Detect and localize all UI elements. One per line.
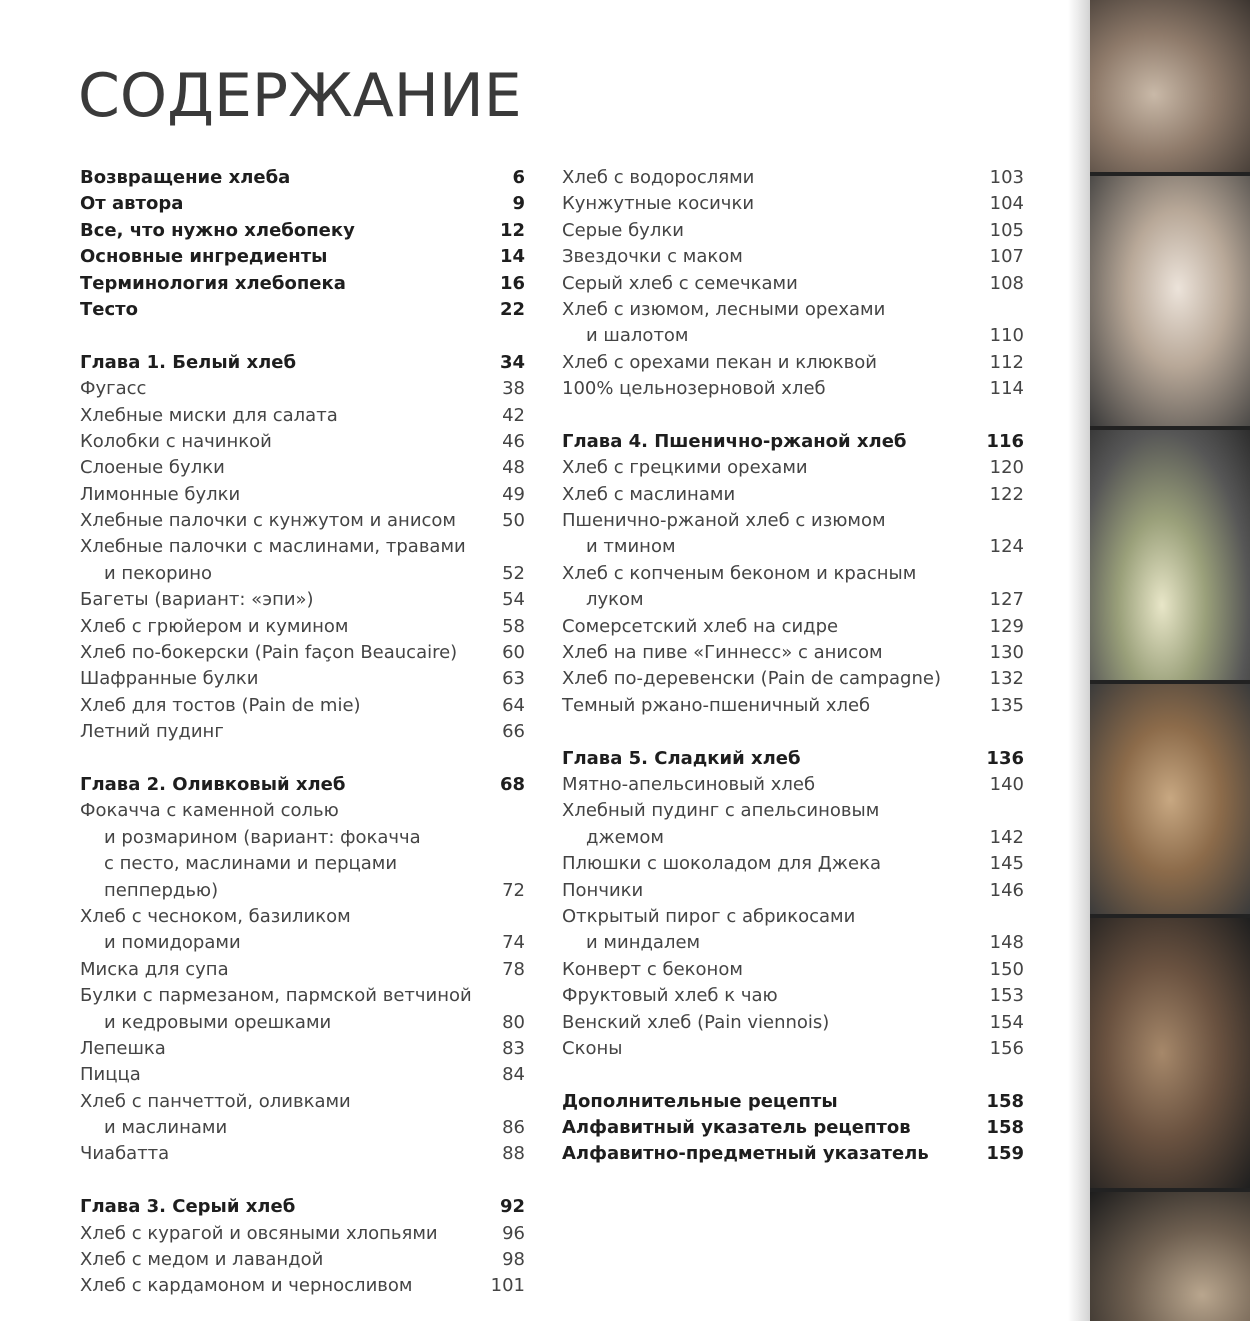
toc-entry-title: Серый хлеб с семечками	[562, 272, 798, 294]
toc-entry-row	[80, 1141, 525, 1167]
toc-page-number: 127	[989, 589, 1024, 611]
toc-page-number: 114	[989, 378, 1024, 400]
toc-page-number: 129	[989, 615, 1024, 637]
toc-entry-title: и миндалем	[586, 932, 701, 954]
toc-entry-row	[80, 1273, 525, 1299]
toc-entry-row	[562, 772, 1024, 798]
toc-continuation-row	[80, 930, 525, 956]
toc-entry-title: Лимонные булки	[80, 483, 241, 505]
toc-entry-title: Фруктовый хлеб к чаю	[562, 985, 778, 1007]
toc-entry-title: Хлеб с копченым беконом и красным	[562, 562, 917, 584]
toc-entry-row	[562, 904, 1024, 930]
toc-heading-row	[562, 429, 1024, 455]
toc-entry-row	[562, 165, 1024, 191]
toc-entry-row	[80, 1036, 525, 1062]
toc-entry-row	[562, 482, 1024, 508]
toc-heading-row	[562, 1089, 1024, 1115]
toc-entry-title: Хлеб для тостов (Pain de mie)	[80, 694, 361, 716]
toc-entry-title: Глава 2. Оливковый хлеб	[80, 773, 346, 795]
toc-entry-title: Пшенично-ржаной хлеб с изюмом	[562, 510, 886, 532]
toc-page-number: 112	[989, 351, 1024, 373]
toc-entry-title: Фокачча с каменной солью	[80, 800, 339, 822]
toc-page-number: 146	[989, 879, 1024, 901]
toc-page-number: 132	[989, 668, 1024, 690]
toc-entry-title: и маслинами	[104, 1117, 228, 1139]
toc-entry-title: Хлеб с маслинами	[562, 483, 736, 505]
toc-entry-title: Все, что нужно хлебопеку	[80, 219, 355, 241]
section-spacer	[80, 1168, 525, 1194]
toc-entry-row	[562, 1010, 1024, 1036]
toc-page-number: 54	[502, 589, 525, 611]
toc-left-column	[80, 165, 525, 1300]
section-spacer	[80, 323, 525, 349]
toc-entry-title: джемом	[586, 826, 664, 848]
toc-continuation-row	[80, 825, 525, 851]
toc-entry-row	[562, 851, 1024, 877]
toc-page-number: 101	[490, 1275, 525, 1297]
toc-entry-title: Хлеб с медом и лавандой	[80, 1249, 324, 1271]
toc-page-number: 158	[986, 1090, 1024, 1112]
toc-entry-title: Пицца	[80, 1064, 141, 1086]
toc-entry-title: и помидорами	[104, 932, 241, 954]
toc-heading-row	[80, 297, 525, 323]
toc-entry-row	[562, 350, 1024, 376]
toc-page-number: 48	[502, 457, 525, 479]
toc-entry-title: Звездочки с маком	[562, 246, 743, 268]
toc-page-number: 88	[502, 1143, 525, 1165]
toc-page-number: 63	[502, 668, 525, 690]
toc-entry-row	[80, 693, 525, 719]
toc-entry-row	[80, 1247, 525, 1273]
toc-entry-title: Хлебные миски для салата	[80, 404, 338, 426]
toc-entry-title: Кунжутные косички	[562, 193, 755, 215]
toc-heading-row	[562, 746, 1024, 772]
toc-page-number: 136	[986, 747, 1024, 769]
toc-page-number: 22	[499, 298, 525, 320]
toc-heading-row	[80, 218, 525, 244]
toc-entry-row	[80, 482, 525, 508]
toc-entry-title: Булки с пармезаном, пармской ветчиной	[80, 985, 472, 1007]
toc-entry-title: Плюшки с шоколадом для Джека	[562, 853, 881, 875]
toc-entry-row	[80, 1062, 525, 1088]
toc-page-number: 16	[499, 272, 525, 294]
toc-heading-row	[80, 1194, 525, 1220]
toc-entry-title: Фугасс	[80, 378, 147, 400]
toc-entry-title: и шалотом	[586, 325, 689, 347]
toc-continuation-row	[562, 825, 1024, 851]
toc-page-number: 14	[499, 246, 525, 268]
toc-page-number: 34	[499, 351, 525, 373]
toc-page-number: 159	[986, 1143, 1024, 1165]
toc-page-number: 58	[502, 615, 525, 637]
section-spacer	[562, 719, 1024, 745]
toc-continuation-row	[80, 561, 525, 587]
toc-entry-row	[562, 508, 1024, 534]
toc-entry-row	[562, 798, 1024, 824]
toc-entry-title: Темный ржано-пшеничный хлеб	[562, 694, 871, 716]
toc-page-number: 150	[989, 958, 1024, 980]
toc-entry-row	[562, 455, 1024, 481]
toc-entry-title: Хлебный пудинг с апельсиновым	[562, 800, 880, 822]
toc-page-number: 158	[986, 1117, 1024, 1139]
toc-entry-row	[80, 429, 525, 455]
toc-entry-title: Хлеб с орехами пекан и клюквой	[562, 351, 877, 373]
toc-entry-title: Хлеб с кардамоном и черносливом	[80, 1275, 413, 1297]
toc-page-number: 42	[502, 404, 525, 426]
toc-entry-title: Серые булки	[562, 219, 684, 241]
toc-entry-title: Хлебные палочки с кунжутом и анисом	[80, 510, 457, 532]
toc-page-number: 104	[989, 193, 1024, 215]
toc-entry-row	[80, 587, 525, 613]
toc-entry-title: Глава 4. Пшенично-ржаной хлеб	[562, 430, 907, 452]
toc-page-number: 80	[502, 1011, 525, 1033]
page-title: СОДЕРЖАНИЕ	[78, 61, 522, 131]
toc-page-number: 130	[989, 642, 1024, 664]
toc-entry-title: Лепешка	[80, 1037, 166, 1059]
toc-page-number: 135	[989, 694, 1024, 716]
toc-entry-title: и кедровыми орешками	[104, 1011, 332, 1033]
toc-entry-title: Хлеб на пиве «Гиннесс» с анисом	[562, 642, 883, 664]
toc-page-number: 92	[499, 1196, 525, 1218]
toc-page-number: 110	[989, 325, 1024, 347]
toc-page-number: 60	[502, 642, 525, 664]
toc-right-column	[562, 165, 1024, 1168]
toc-entry-title: Терминология хлебопека	[80, 272, 346, 294]
toc-entry-row	[80, 640, 525, 666]
toc-entry-row	[562, 640, 1024, 666]
photo-kneading-dough	[1090, 176, 1250, 426]
toc-entry-row	[562, 271, 1024, 297]
toc-continuation-row	[80, 878, 525, 904]
toc-page-number: 98	[502, 1249, 525, 1271]
toc-page-number: 105	[989, 219, 1024, 241]
section-spacer	[562, 403, 1024, 429]
toc-entry-title: Глава 3. Серый хлеб	[80, 1196, 296, 1218]
toc-entry-title: Сконы	[562, 1037, 623, 1059]
toc-page-number: 140	[989, 773, 1024, 795]
toc-page-number: 122	[989, 483, 1024, 505]
toc-entry-title: Слоеные булки	[80, 457, 225, 479]
toc-entry-row	[80, 403, 525, 429]
toc-continuation-row	[562, 930, 1024, 956]
toc-entry-row	[562, 1036, 1024, 1062]
toc-page-number: 108	[989, 272, 1024, 294]
toc-entry-row	[562, 191, 1024, 217]
toc-entry-title: Глава 1. Белый хлеб	[80, 351, 297, 373]
toc-entry-title: Алфавитно-предметный указатель	[562, 1143, 929, 1165]
toc-heading-row	[80, 191, 525, 217]
toc-page-number: 84	[502, 1064, 525, 1086]
toc-page-number: 74	[502, 932, 525, 954]
toc-page-number: 86	[502, 1117, 525, 1139]
toc-entry-title: Багеты (вариант: «эпи»)	[80, 589, 314, 611]
toc-entry-title: Хлеб по-деревенски (Pain de campagne)	[562, 668, 941, 690]
toc-entry-row	[80, 534, 525, 560]
toc-entry-title: Чиабатта	[80, 1143, 170, 1165]
toc-page-number: 49	[502, 483, 525, 505]
toc-heading-row	[80, 165, 525, 191]
toc-entry-row	[562, 878, 1024, 904]
toc-page-number: 78	[502, 958, 525, 980]
toc-page-number: 154	[989, 1011, 1024, 1033]
toc-page-number: 156	[989, 1037, 1024, 1059]
toc-page-number: 52	[502, 562, 525, 584]
toc-page-number: 153	[989, 985, 1024, 1007]
toc-entry-title: Хлеб с чесноком, базиликом	[80, 905, 351, 927]
toc-entry-title: От автора	[80, 193, 184, 215]
toc-continuation-row	[562, 587, 1024, 613]
toc-page-number: 96	[502, 1222, 525, 1244]
toc-continuation-row	[80, 1010, 525, 1036]
toc-heading-row	[80, 772, 525, 798]
toc-entry-title: 100% цельнозерновой хлеб	[562, 378, 826, 400]
toc-entry-row	[562, 693, 1024, 719]
toc-entry-title: Хлеб с панчеттой, оливками	[80, 1090, 351, 1112]
toc-entry-row	[80, 666, 525, 692]
toc-entry-title: Глава 5. Сладкий хлеб	[562, 747, 801, 769]
toc-page-number: 116	[986, 430, 1024, 452]
toc-entry-title: Летний пудинг	[80, 721, 224, 743]
toc-entry-title: Пончики	[562, 879, 644, 901]
photo-flour-sack	[1090, 684, 1250, 914]
toc-heading-row	[80, 244, 525, 270]
toc-continuation-row	[562, 323, 1024, 349]
toc-entry-title: и розмарином (вариант: фокачча	[104, 826, 421, 848]
toc-page-number: 120	[989, 457, 1024, 479]
toc-page-number: 142	[989, 826, 1024, 848]
toc-continuation-row	[562, 534, 1024, 560]
toc-entry-row	[80, 1221, 525, 1247]
photo-strip	[1090, 0, 1250, 1321]
toc-entry-row	[562, 957, 1024, 983]
toc-entry-title: Хлеб с грецкими орехами	[562, 457, 808, 479]
toc-entry-title: Хлебные палочки с маслинами, травами	[80, 536, 466, 558]
toc-page-number: 124	[989, 536, 1024, 558]
toc-page-number: 83	[502, 1037, 525, 1059]
toc-continuation-row	[80, 1115, 525, 1141]
toc-entry-title: Основные ингредиенты	[80, 246, 328, 268]
toc-entry-row	[562, 561, 1024, 587]
toc-page-number: 72	[502, 879, 525, 901]
toc-entry-row	[562, 666, 1024, 692]
toc-page-number: 6	[512, 167, 525, 188]
page-gutter-shadow	[1068, 0, 1090, 1321]
toc-entry-title: и пекорино	[104, 562, 213, 584]
toc-entry-title: Миска для супа	[80, 958, 229, 980]
toc-page-number: 50	[502, 510, 525, 532]
toc-page-number: 46	[502, 430, 525, 452]
toc-entry-title: Хлеб с водорослями	[562, 167, 755, 188]
toc-entry-title: Хлеб с курагой и овсяными хлопьями	[80, 1222, 438, 1244]
toc-entry-row	[80, 957, 525, 983]
toc-heading-row	[80, 271, 525, 297]
toc-entry-title: Тесто	[80, 298, 138, 320]
photo-rustic-loaf	[1090, 918, 1250, 1188]
toc-entry-title: Конверт с беконом	[562, 958, 743, 980]
section-spacer	[80, 746, 525, 772]
toc-entry-row	[80, 719, 525, 745]
section-spacer	[562, 1062, 1024, 1088]
toc-entry-row	[80, 376, 525, 402]
toc-entry-row	[80, 455, 525, 481]
toc-entry-row	[80, 904, 525, 930]
toc-entry-title: Хлеб по-бокерски (Pain façon Beaucaire)	[80, 642, 458, 664]
toc-heading-row	[80, 350, 525, 376]
toc-entry-row	[80, 798, 525, 824]
toc-entry-title: Шафранные булки	[80, 668, 259, 690]
toc-entry-row	[80, 983, 525, 1009]
toc-entry-row	[80, 614, 525, 640]
photo-hands-with-flour-bag	[1090, 0, 1250, 172]
toc-entry-title: Сомерсетский хлеб на сидре	[562, 615, 839, 637]
toc-heading-row	[562, 1115, 1024, 1141]
toc-page-number: 145	[989, 853, 1024, 875]
toc-entry-title: Открытый пирог с абрикосами	[562, 905, 856, 927]
toc-entry-row	[562, 376, 1024, 402]
toc-page-number: 66	[502, 721, 525, 743]
toc-page-number: 148	[989, 932, 1024, 954]
photo-loaf-crust	[1090, 1192, 1250, 1321]
toc-entry-row	[562, 297, 1024, 323]
toc-entry-title: Алфавитный указатель рецептов	[562, 1117, 911, 1139]
toc-entry-row	[562, 614, 1024, 640]
toc-entry-title: Дополнительные рецепты	[562, 1090, 838, 1112]
toc-entry-title: и тмином	[586, 536, 676, 558]
toc-page-number: 107	[989, 246, 1024, 268]
toc-page-number: 12	[499, 219, 525, 241]
toc-entry-row	[562, 983, 1024, 1009]
toc-entry-title: Хлеб с грюйером и кумином	[80, 615, 349, 637]
toc-page-number: 9	[512, 193, 525, 215]
toc-page-number: 38	[502, 378, 525, 400]
toc-entry-title: Хлеб с изюмом, лесными орехами	[562, 298, 886, 320]
toc-entry-title: с песто, маслинами и перцами	[104, 853, 398, 875]
toc-entry-title: Мятно-апельсиновый хлеб	[562, 773, 816, 795]
toc-heading-row	[562, 1141, 1024, 1167]
toc-entry-title: луком	[586, 589, 644, 611]
toc-continuation-row	[80, 851, 525, 877]
toc-entry-row	[80, 508, 525, 534]
toc-entry-title: Возвращение хлеба	[80, 167, 291, 188]
toc-entry-title: пеппердью)	[104, 879, 219, 901]
toc-entry-row	[562, 218, 1024, 244]
photo-dough-in-bowl	[1090, 430, 1250, 680]
toc-page-number: 103	[989, 167, 1024, 188]
toc-entry-title: Венский хлеб (Pain viennois)	[562, 1011, 830, 1033]
toc-entry-title: Колобки с начинкой	[80, 430, 272, 452]
toc-page-number: 64	[502, 694, 525, 716]
toc-page-number: 68	[499, 773, 525, 795]
toc-entry-row	[562, 244, 1024, 270]
toc-entry-row	[80, 1089, 525, 1115]
